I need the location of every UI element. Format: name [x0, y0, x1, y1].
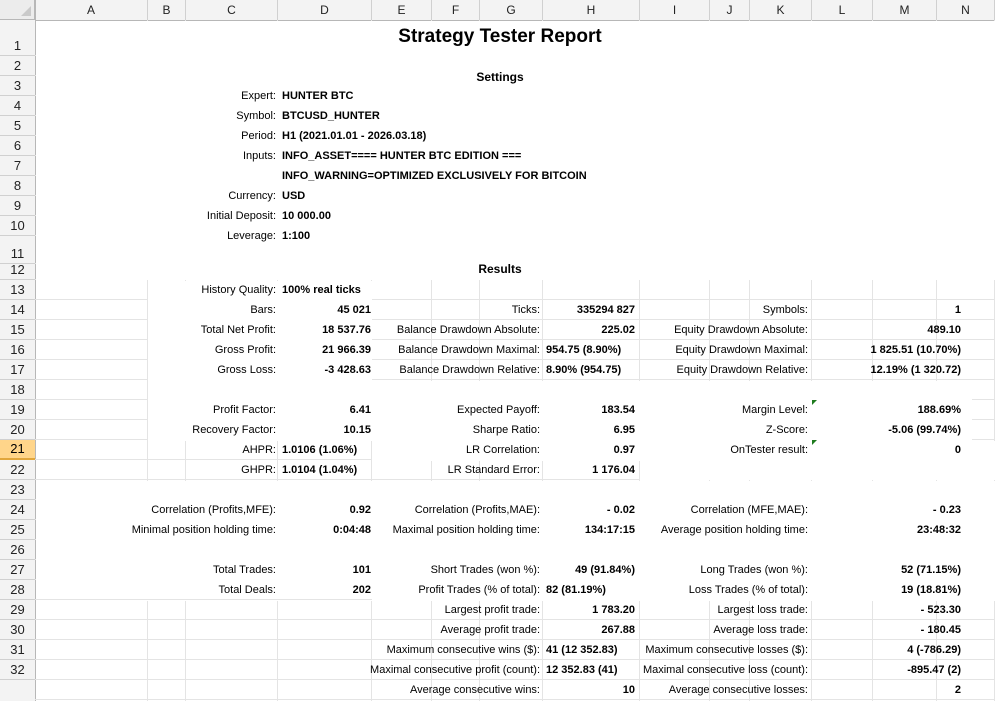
setting-value: 10 000.00 — [282, 210, 331, 222]
result-right-value: 12.19% (1 320.72) — [870, 364, 961, 376]
result-mid-label: Average profit trade: — [440, 624, 540, 636]
row-header-32[interactable]: 32 — [0, 660, 35, 680]
result-left-label: Recovery Factor: — [192, 424, 276, 436]
select-all-corner[interactable] — [0, 0, 35, 20]
setting-label: Leverage: — [227, 230, 276, 242]
row-header-6[interactable]: 6 — [0, 136, 35, 156]
result-left-value: -3 428.63 — [324, 364, 371, 376]
result-right-value: 188.69% — [917, 404, 961, 416]
result-left-label: Gross Profit: — [214, 344, 276, 356]
setting-label: Expert: — [241, 90, 276, 102]
result-mid-label: Largest profit trade: — [444, 604, 540, 616]
setting-label: Initial Deposit: — [206, 210, 276, 222]
result-left-label: GHPR: — [241, 464, 276, 476]
comment-marker-icon — [812, 400, 817, 405]
result-left-value: 45 021 — [337, 304, 371, 316]
result-right-label: Equity Drawdown Maximal: — [675, 344, 808, 356]
result-left-value: 10.15 — [343, 424, 371, 436]
result-mid-label: Maximal consecutive profit (count): — [370, 664, 540, 676]
setting-label: Period: — [241, 130, 276, 142]
column-header-l[interactable]: L — [812, 0, 873, 20]
setting-value: USD — [282, 190, 306, 202]
result-mid-label: Profit Trades (% of total): — [418, 584, 540, 596]
result-mid-label: Balance Drawdown Maximal: — [398, 344, 540, 356]
result-mid-value: 134:17:15 — [584, 524, 635, 536]
result-right-value: -895.47 (2) — [907, 664, 961, 676]
setting-value: BTCUSD_HUNTER — [282, 110, 380, 122]
result-mid-label: Sharpe Ratio: — [472, 424, 540, 436]
result-right-label: Z-Score: — [765, 424, 808, 436]
result-mid-value: 8.90% (954.75) — [546, 364, 622, 376]
row-header-11[interactable]: 11 — [0, 236, 35, 264]
row-header-3[interactable]: 3 — [0, 76, 35, 96]
setting-value: H1 (2021.01.01 - 2026.03.18) — [282, 130, 427, 142]
result-right-value: 23:48:32 — [916, 524, 961, 536]
result-right-value: 4 (-786.29) — [907, 644, 961, 656]
result-mid-label: Average consecutive wins: — [409, 684, 540, 696]
result-mid-value: 6.95 — [613, 424, 635, 436]
setting-value: HUNTER BTC — [282, 90, 354, 102]
column-header-c[interactable]: C — [186, 0, 278, 20]
result-left-label: Total Trades: — [213, 564, 276, 576]
result-mid-value: 335294 827 — [576, 304, 635, 316]
result-right-value: 1 825.51 (10.70%) — [870, 344, 961, 356]
result-left-label: Bars: — [250, 304, 276, 316]
row-header-2[interactable]: 2 — [0, 56, 35, 76]
row-header-7[interactable]: 7 — [0, 156, 35, 176]
result-mid-value: 49 (91.84%) — [575, 564, 635, 576]
result-right-value: 52 (71.15%) — [901, 564, 961, 576]
row-header-22[interactable]: 22 — [0, 460, 35, 480]
setting-value: 1:100 — [282, 230, 311, 242]
result-mid-value: 0.97 — [613, 444, 635, 456]
row-header-23[interactable]: 23 — [0, 480, 35, 500]
row-header-13[interactable]: 13 — [0, 280, 35, 300]
result-right-label: Margin Level: — [741, 404, 808, 416]
report-title: Strategy Tester Report — [398, 26, 602, 47]
column-header-e[interactable]: E — [372, 0, 432, 20]
result-left-label: Correlation (Profits,MFE): — [151, 504, 276, 516]
result-left-value: 1.0106 (1.06%) — [282, 444, 358, 456]
column-header-d[interactable]: D — [278, 0, 372, 20]
row-header-27[interactable]: 27 — [0, 560, 35, 580]
result-right-label: Correlation (MFE,MAE): — [690, 504, 808, 516]
setting-value: INFO_WARNING=OPTIMIZED EXCLUSIVELY FOR BITCOIN — [282, 170, 587, 182]
result-left-label: Total Deals: — [218, 584, 276, 596]
column-header-f[interactable]: F — [432, 0, 480, 20]
result-mid-value: 1 783.20 — [592, 604, 635, 616]
row-header-21[interactable]: 21 — [0, 440, 35, 460]
result-mid-value: 82 (81.19%) — [546, 584, 606, 596]
column-header-b[interactable]: B — [148, 0, 186, 20]
result-mid-label: Expected Payoff: — [457, 404, 540, 416]
settings-heading: Settings — [476, 70, 524, 84]
row-header-10[interactable]: 10 — [0, 216, 35, 236]
result-mid-value: 954.75 (8.90%) — [546, 344, 622, 356]
column-header-j[interactable]: J — [710, 0, 750, 20]
row-header-17[interactable]: 17 — [0, 360, 35, 380]
result-right-label: Average position holding time: — [660, 524, 808, 536]
result-right-value: 2 — [954, 684, 961, 696]
result-left-label: Minimal position holding time: — [131, 524, 276, 536]
result-mid-label: Maximal position holding time: — [392, 524, 540, 536]
row-header-31[interactable]: 31 — [0, 640, 35, 660]
row-header-14[interactable]: 14 — [0, 300, 35, 320]
result-right-value: - 0.23 — [932, 504, 961, 516]
setting-label: Inputs: — [242, 150, 276, 162]
result-right-label: Maximum consecutive losses ($): — [645, 644, 808, 656]
row-header-15[interactable]: 15 — [0, 320, 35, 340]
column-header-g[interactable]: G — [480, 0, 543, 20]
result-right-label: Average consecutive losses: — [668, 684, 808, 696]
row-header-28[interactable]: 28 — [0, 580, 35, 600]
column-header-i[interactable]: I — [640, 0, 710, 20]
row-header-30[interactable]: 30 — [0, 620, 35, 640]
row-header-25[interactable]: 25 — [0, 520, 35, 540]
result-mid-label: Balance Drawdown Relative: — [399, 364, 540, 376]
result-left-value: 1.0104 (1.04%) — [282, 464, 358, 476]
results-heading: Results — [478, 262, 522, 276]
row-header-29[interactable]: 29 — [0, 600, 35, 620]
result-right-label: Loss Trades (% of total): — [688, 584, 808, 596]
row-header-18[interactable]: 18 — [0, 380, 35, 400]
result-right-value: 0 — [954, 444, 961, 456]
result-left-label: Gross Loss: — [217, 364, 276, 376]
column-header-m[interactable]: M — [873, 0, 937, 20]
result-left-value: 21 966.39 — [322, 344, 371, 356]
row-header-20[interactable]: 20 — [0, 420, 35, 440]
result-right-value: - 180.45 — [920, 624, 961, 636]
result-right-label: Maximal consecutive loss (count): — [642, 664, 808, 676]
result-mid-label: LR Correlation: — [466, 444, 540, 456]
result-right-value: 489.10 — [927, 324, 961, 336]
result-mid-label: Correlation (Profits,MAE): — [414, 504, 540, 516]
row-header-16[interactable]: 16 — [0, 340, 35, 360]
result-left-value: 18 537.76 — [322, 324, 371, 336]
result-mid-value: 1 176.04 — [592, 464, 635, 476]
result-right-value: 1 — [954, 304, 961, 316]
comment-marker-icon — [812, 440, 817, 445]
column-header-a[interactable]: A — [35, 0, 148, 20]
row-header-1[interactable]: 1 — [0, 20, 35, 56]
result-right-value: - 523.30 — [920, 604, 961, 616]
setting-value: INFO_ASSET==== HUNTER BTC EDITION === — [282, 150, 522, 162]
column-header-h[interactable]: H — [543, 0, 640, 20]
row-header-19[interactable]: 19 — [0, 400, 35, 420]
history-quality-value: 100% real ticks — [282, 284, 361, 296]
result-right-label: Symbols: — [762, 304, 808, 316]
row-header-5[interactable]: 5 — [0, 116, 35, 136]
history-quality-label: History Quality: — [201, 284, 276, 296]
result-mid-label: Ticks: — [511, 304, 540, 316]
row-header-9[interactable]: 9 — [0, 196, 35, 216]
result-mid-label: LR Standard Error: — [447, 464, 540, 476]
result-mid-label: Balance Drawdown Absolute: — [396, 324, 540, 336]
result-right-label: Average loss trade: — [713, 624, 808, 636]
result-right-value: 19 (18.81%) — [901, 584, 961, 596]
result-right-label: Equity Drawdown Relative: — [676, 364, 808, 376]
result-mid-value: 10 — [622, 684, 635, 696]
column-header-n[interactable]: N — [937, 0, 995, 20]
result-left-value: 101 — [352, 564, 371, 576]
result-mid-label: Maximum consecutive wins ($): — [386, 644, 540, 656]
row-header-12[interactable]: 12 — [0, 264, 35, 280]
result-mid-label: Short Trades (won %): — [430, 564, 540, 576]
row-header-4[interactable]: 4 — [0, 96, 35, 116]
result-right-label: Equity Drawdown Absolute: — [674, 324, 808, 336]
row-header-26[interactable]: 26 — [0, 540, 35, 560]
result-mid-value: 12 352.83 (41) — [546, 664, 618, 676]
result-right-label: Largest loss trade: — [717, 604, 808, 616]
setting-label: Symbol: — [236, 110, 276, 122]
result-left-value: 6.41 — [349, 404, 371, 416]
result-mid-value: 267.88 — [601, 624, 635, 636]
column-header-k[interactable]: K — [750, 0, 812, 20]
result-mid-value: 41 (12 352.83) — [546, 644, 618, 656]
result-mid-value: 183.54 — [601, 404, 635, 416]
result-left-value: 0.92 — [349, 504, 371, 516]
result-left-label: AHPR: — [242, 444, 276, 456]
setting-label: Currency: — [228, 190, 276, 202]
result-right-label: OnTester result: — [730, 444, 808, 456]
result-right-value: -5.06 (99.74%) — [888, 424, 961, 436]
result-mid-value: 225.02 — [601, 324, 635, 336]
result-left-value: 0:04:48 — [333, 524, 371, 536]
result-left-value: 202 — [352, 584, 371, 596]
row-header-24[interactable]: 24 — [0, 500, 35, 520]
result-right-label: Long Trades (won %): — [700, 564, 808, 576]
result-left-label: Profit Factor: — [213, 404, 276, 416]
result-mid-value: - 0.02 — [606, 504, 635, 516]
row-header-8[interactable]: 8 — [0, 176, 35, 196]
result-left-label: Total Net Profit: — [200, 324, 276, 336]
